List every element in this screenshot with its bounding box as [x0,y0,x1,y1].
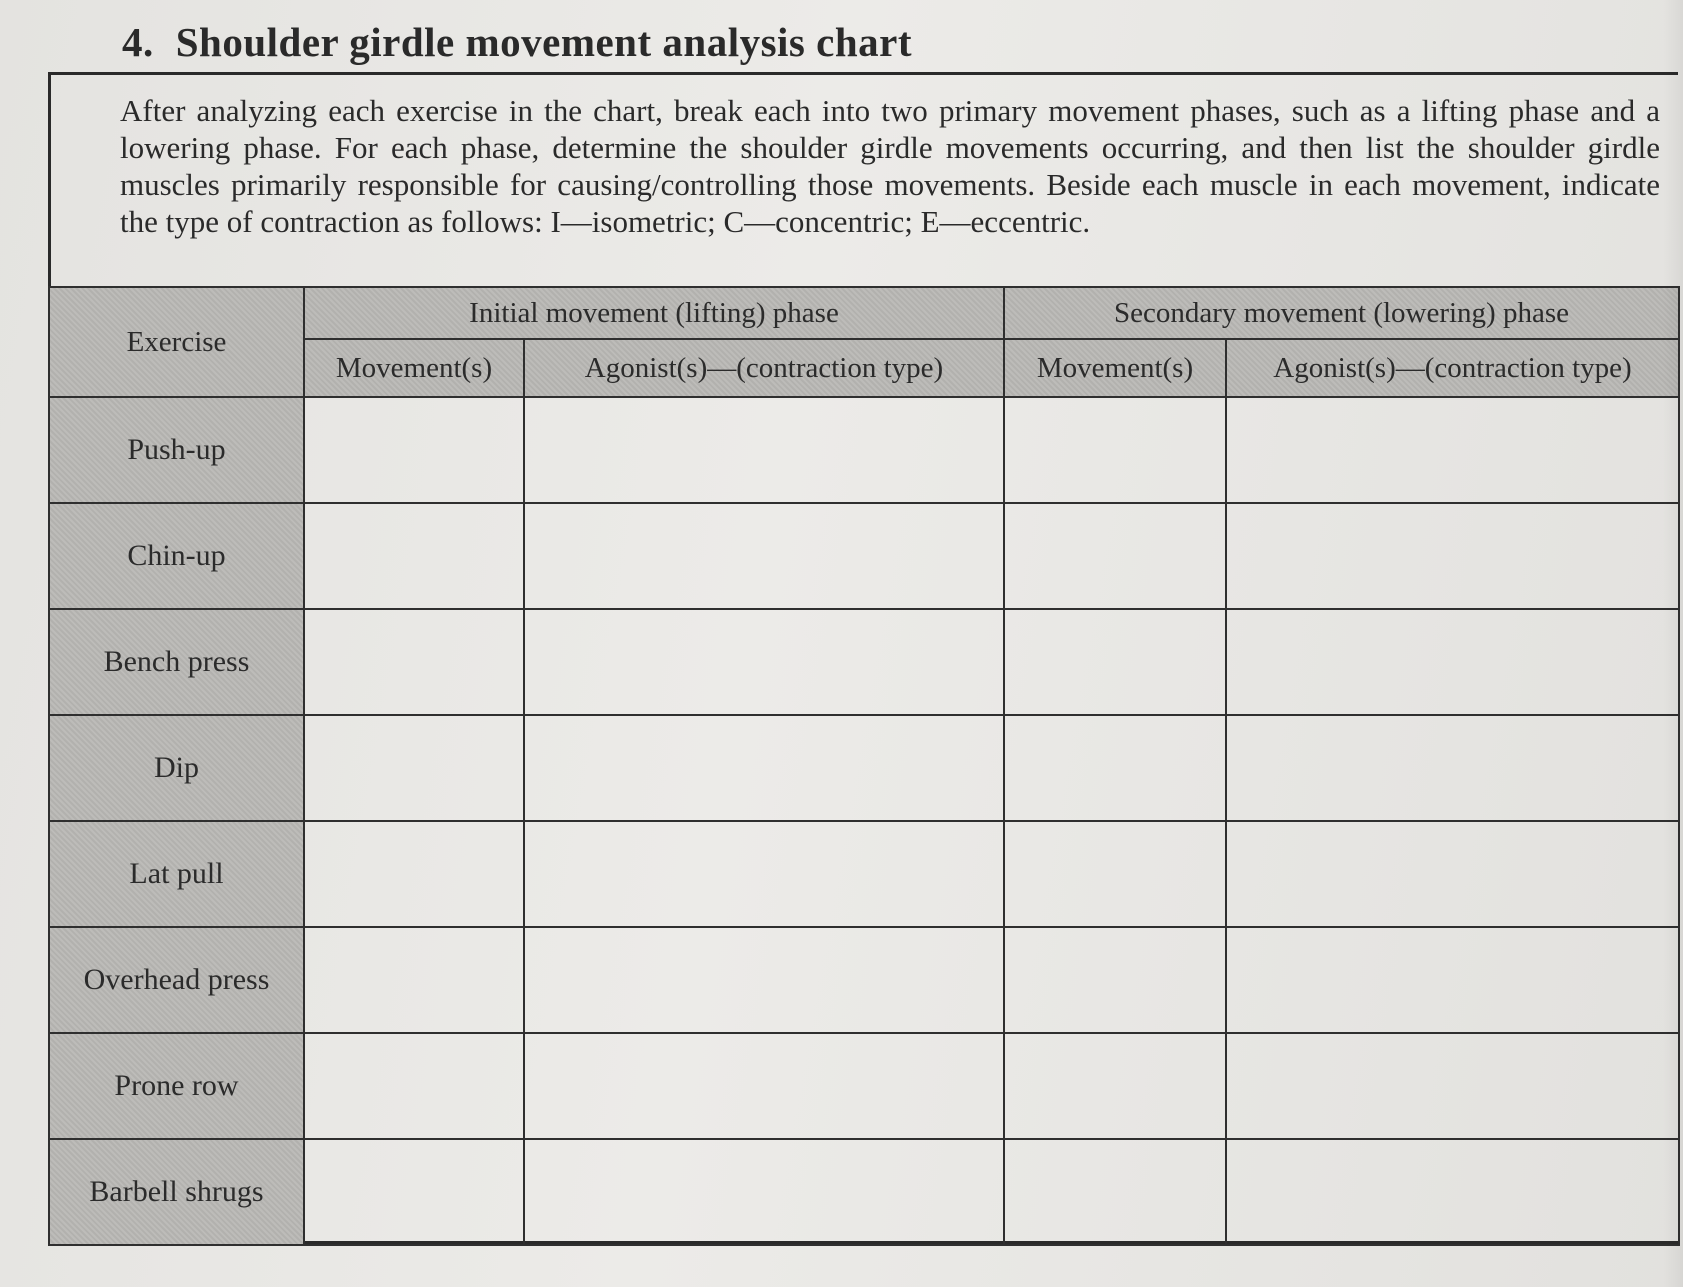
section-heading [122,18,912,66]
initial-movement-cell[interactable] [304,1139,524,1245]
table-row [49,1139,1679,1245]
exercise-label: Barbell shrugs [49,1139,304,1245]
initial-agonist-cell[interactable] [524,503,1004,609]
initial-agonist-cell[interactable] [524,821,1004,927]
secondary-movement-cell[interactable] [1004,821,1226,927]
secondary-agonist-cell[interactable] [1226,821,1679,927]
section-title: Shoulder girdle movement analysis chart [175,19,912,65]
secondary-movement-cell[interactable] [1004,397,1226,503]
secondary-movement-cell[interactable] [1004,1033,1226,1139]
initial-agonist-cell[interactable] [524,927,1004,1033]
secondary-movement-cell[interactable] [1004,927,1226,1033]
exercise-label: Prone row [49,1033,304,1139]
secondary-movement-cell[interactable] [1004,503,1226,609]
secondary-movement-header: Movement(s) [1004,339,1226,397]
secondary-agonist-cell[interactable] [1226,715,1679,821]
secondary-agonist-cell[interactable] [1226,1033,1679,1139]
initial-movement-cell[interactable] [304,503,524,609]
initial-agonist-cell[interactable] [524,715,1004,821]
exercise-column-header: Exercise [49,287,304,397]
initial-agonist-cell[interactable] [524,397,1004,503]
table-row [49,397,1679,503]
initial-agonist-cell[interactable] [524,1033,1004,1139]
secondary-phase-header: Secondary movement (lowering) phase [1004,287,1679,339]
table-row [49,1033,1679,1139]
secondary-movement-cell[interactable] [1004,715,1226,821]
initial-phase-header: Initial movement (lifting) phase [304,287,1004,339]
movement-analysis-table [48,286,1680,1246]
initial-movement-cell[interactable] [304,609,524,715]
secondary-agonist-cell[interactable] [1226,397,1679,503]
table-header-row [49,287,1679,339]
exercise-label: Lat pull [49,821,304,927]
page-edge-shadow [1663,0,1683,1287]
table-row [49,609,1679,715]
initial-agonist-header: Agonist(s)—(contraction type) [524,339,1004,397]
secondary-movement-cell[interactable] [1004,1139,1226,1245]
initial-movement-cell[interactable] [304,821,524,927]
exercise-label: Overhead press [49,927,304,1033]
initial-movement-cell[interactable] [304,1033,524,1139]
exercise-label: Bench press [49,609,304,715]
secondary-agonist-header: Agonist(s)—(contraction type) [1226,339,1679,397]
instructions-text: After analyzing each exercise in the chart, break each into two primary movement phases, such as a lifting phase and a lowering phase. For each phase, determine the shoulder girdle movements occurring, and then list the shoulder girdle muscles primarily responsible for causing/controlling those movements. Beside each muscle in each movement, indicate the type of contraction as follows: I—isometric; C—concentric; E—eccentric. [120,93,1660,239]
exercise-label: Dip [49,715,304,821]
exercise-label: Chin-up [49,503,304,609]
table-row [49,503,1679,609]
secondary-agonist-cell[interactable] [1226,503,1679,609]
secondary-agonist-cell[interactable] [1226,1139,1679,1245]
initial-movement-header: Movement(s) [304,339,524,397]
initial-agonist-cell[interactable] [524,609,1004,715]
table-row [49,715,1679,821]
initial-movement-cell[interactable] [304,715,524,821]
section-number: 4. [122,19,154,65]
initial-movement-cell[interactable] [304,397,524,503]
secondary-agonist-cell[interactable] [1226,927,1679,1033]
table-row [49,927,1679,1033]
initial-agonist-cell[interactable] [524,1139,1004,1245]
secondary-movement-cell[interactable] [1004,609,1226,715]
table-row [49,821,1679,927]
initial-movement-cell[interactable] [304,927,524,1033]
exercise-label: Push-up [49,397,304,503]
secondary-agonist-cell[interactable] [1226,609,1679,715]
